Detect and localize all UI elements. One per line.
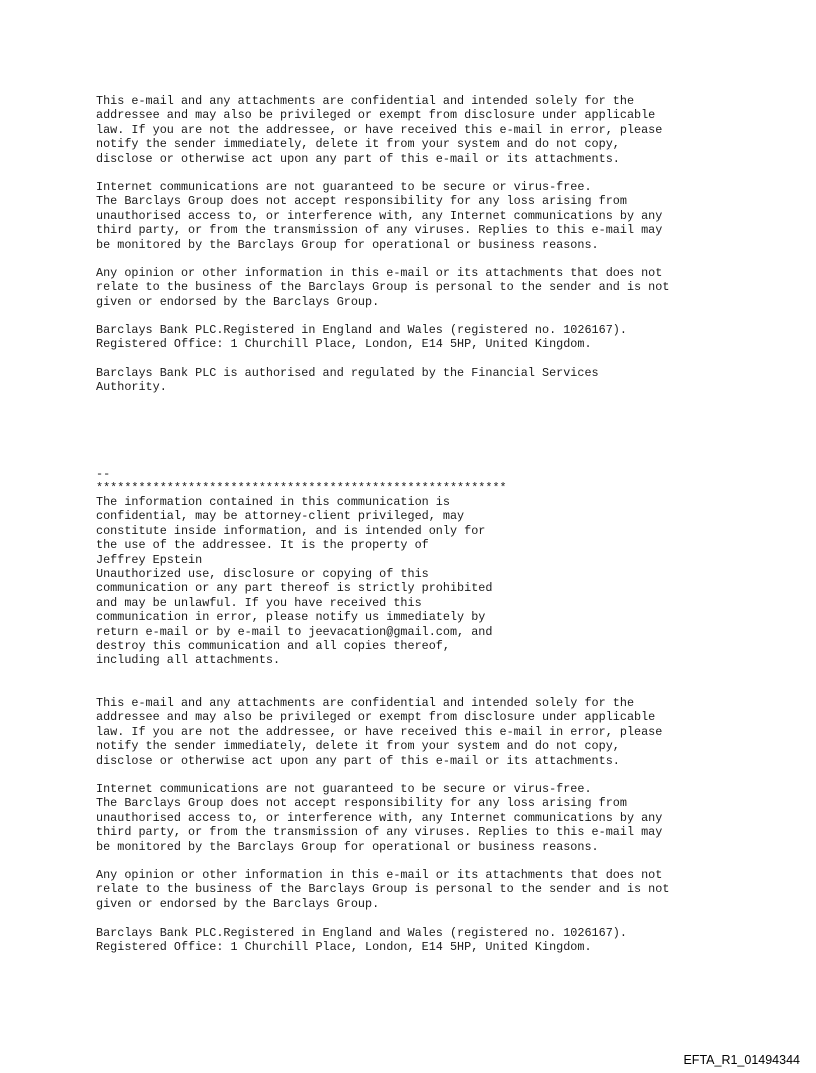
document-id-label: EFTA_R1_01494344 bbox=[683, 1053, 800, 1067]
internet-security-paragraph-repeat: Internet communications are not guaranteed to be secure or virus-free. The Barclays Group does not accept responsibility for any loss arising from unauthorised access to, or interference with, any Internet communications by any third party, or from the transmission of any viruses. Replies to this e-mail may be monitored by the Barclays Group for operational or business reasons. bbox=[96, 782, 663, 854]
signature-separator: -- bbox=[96, 467, 111, 481]
internet-security-paragraph: Internet communications are not guaranteed to be secure or virus-free. The Barclays Group does not accept responsibility for any loss arising from unauthorised access to, or interference with, any Internet communications by any third party, or from the transmission of any viruses. Replies to this e-mail may be monitored by the Barclays Group for operational or business reasons. bbox=[96, 180, 663, 252]
opinion-paragraph-repeat: Any opinion or other information in this e-mail or its attachments that does not relate to the business of the Barclays Group is personal to the sender and is not given or endorsed by the Barclays Group. bbox=[96, 868, 670, 911]
opinion-paragraph: Any opinion or other information in this e-mail or its attachments that does not relate to the business of the Barclays Group is personal to the sender and is not given or endorsed by the Barclays Group. bbox=[96, 266, 670, 309]
regulation-paragraph: Barclays Bank PLC is authorised and regulated by the Financial Services Authority. bbox=[96, 366, 599, 395]
confidentiality-paragraph-repeat: This e-mail and any attachments are confidential and intended solely for the addressee and may also be privileged or exempt from disclosure under applicable law. If you are not the addressee, or have received this e-mail in error, please notify the sender immediately, delete it from your system and do not copy, disclose or otherwise act upon any part of this e-mail or its attachments. bbox=[96, 696, 663, 768]
confidentiality-paragraph: This e-mail and any attachments are confidential and intended solely for the addressee and may also be privileged or exempt from disclosure under applicable law. If you are not the addressee, or have received this e-mail in error, please notify the sender immediately, delete it from your system and do not copy, disclose or otherwise act upon any part of this e-mail or its attachments. bbox=[96, 94, 663, 166]
legal-notice-paragraph: The information contained in this communication is confidential, may be attorney-client privileged, may constitute inside information, and is intended only for the use of the addressee. It is the property of Jeffrey Epstein Unauthorized use, disclosure or copying of this communication or any part thereof is strictly prohibited and may be unlawful. If you have received this communication in error, please notify us immediately by return e-mail or by e-mail to jeevacation@gmail.com, and destroy this communication and all copies thereof, including all attachments. bbox=[96, 495, 493, 668]
asterisk-divider: ********************************************************** bbox=[96, 481, 507, 495]
registration-paragraph-repeat: Barclays Bank PLC.Registered in England and Wales (registered no. 1026167). Registered Office: 1 Churchill Place, London, E14 5HP, United Kingdom. bbox=[96, 926, 627, 955]
registration-paragraph: Barclays Bank PLC.Registered in England and Wales (registered no. 1026167). Registered Office: 1 Churchill Place, London, E14 5HP, United Kingdom. bbox=[96, 323, 627, 352]
